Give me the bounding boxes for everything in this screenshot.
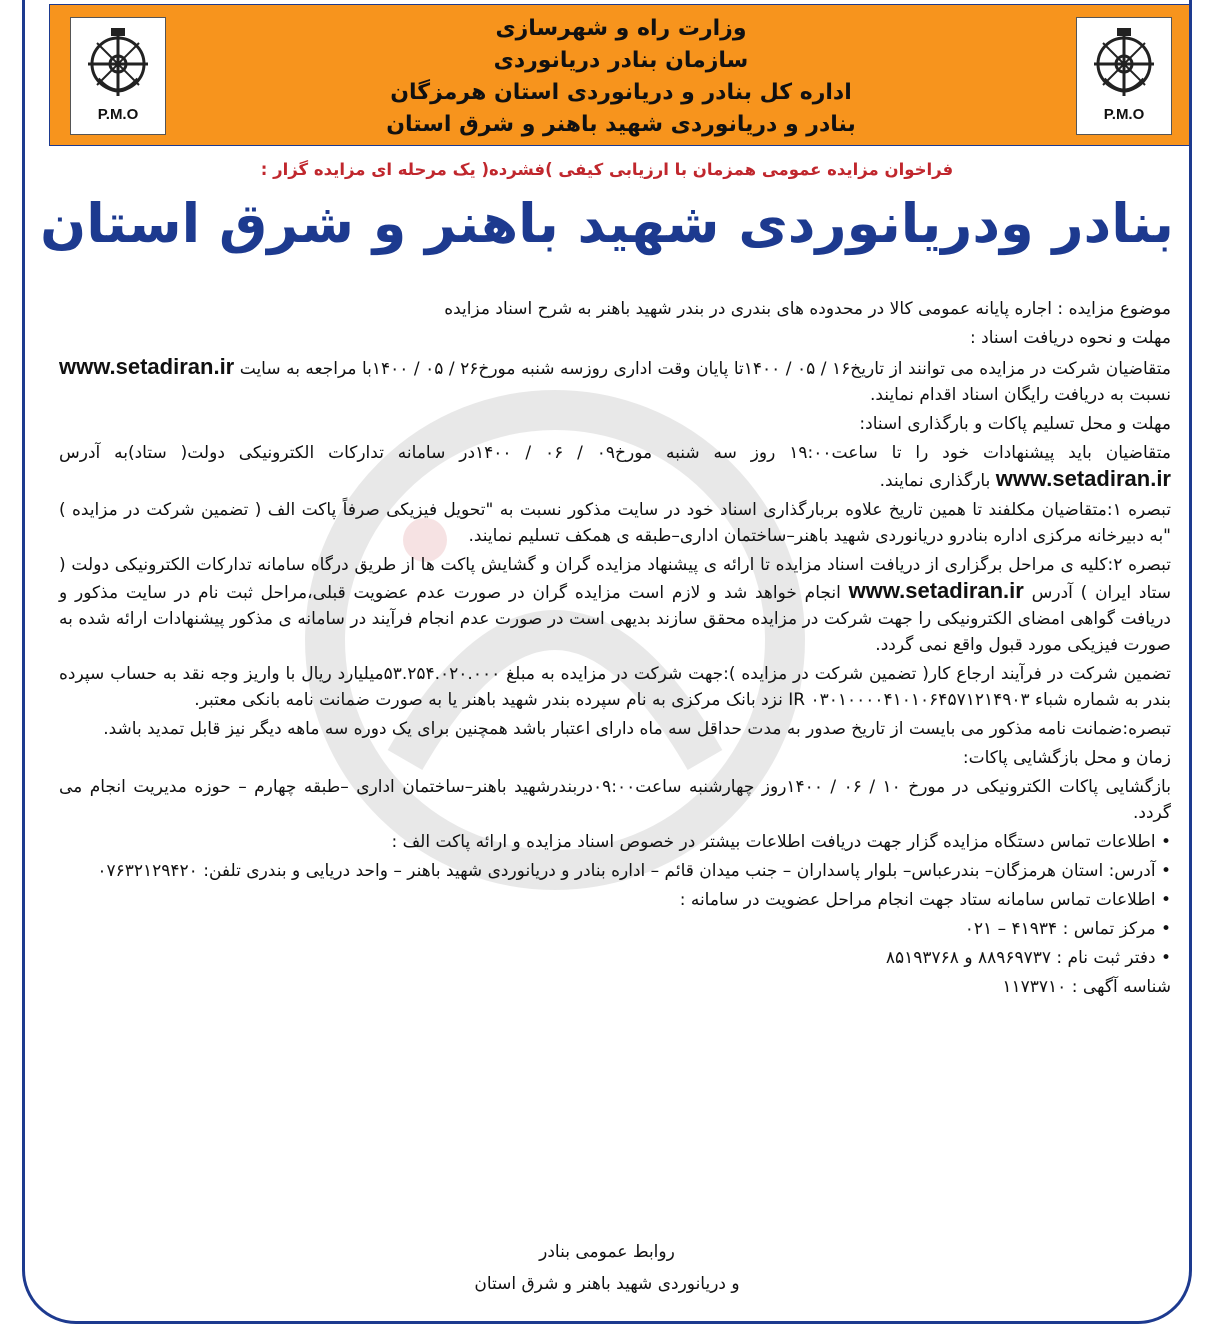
setadiran-link[interactable]: www.setadiran.ir xyxy=(995,466,1171,491)
ministry-line: وزارت راه و شهرسازی xyxy=(495,16,747,41)
notice-body xyxy=(59,296,1171,1003)
pmo-logo-right xyxy=(1076,17,1172,135)
doc-deadline-tail: نسبت به دریافت رایگان اسناد اقدام نمایند. xyxy=(869,385,1171,405)
submit-tail: بارگذاری نمایند. xyxy=(879,471,991,491)
opening-heading: زمان و محل بازگشایی پاکات: xyxy=(962,748,1171,768)
logo-text: P.M.O xyxy=(97,106,139,123)
announcement-line: فراخوان مزایده عمومی همزمان با ارزیابی کیفی )فشرده( یک مرحله ای مزایده گزار : xyxy=(260,160,954,179)
footer-line-2: و دریانوردی شهید باهنر و شرق استان xyxy=(474,1274,740,1294)
general-office-line: اداره کل بنادر و دریانوردی استان هرمزگان xyxy=(390,80,852,105)
call-center-line: • مرکز تماس : ۴۱۹۳۴ – ۰۲۱ xyxy=(964,919,1171,939)
opening-text: بازگشایی پاکات الکترونیکی در مورخ ۱۰ / ۰۶ / ۱۴۰۰روز چهارشنبه ساعت۰۹:۰۰دربندرشهید باهنر–ساختمان اداری –طبقه چهارم – حوزه مدیریت انجام می گردد. xyxy=(59,777,1171,823)
page-title: بنادر ودریانوردی شهید باهنر و شرق استان xyxy=(40,192,1174,255)
submit-body: متقاضیان باید پیشنهادات خود را تا ساعت۱۹:۰۰ روز سه شنبه مورخ۰۹ / ۰۶ / ۱۴۰۰در سامانه تدارکات الکترونیکی دولت( ستاد)به آدرس xyxy=(59,443,1171,463)
doc-deadline-text xyxy=(59,354,1171,408)
logo-text: P.M.O xyxy=(1103,106,1145,123)
anchor-wheel-icon xyxy=(1089,24,1159,104)
header-lines xyxy=(190,13,1052,141)
guarantee-text: تضمین شرکت در فرآیند ارجاع کار( تضمین شرکت در مزایده ):جهت شرکت در مزایده به مبلغ ۵۳.۲۵۴.۰۲۰.۰۰۰میلیارد ریال با واریز وجه نقد به حساب سپرده بندر به شماره شباء IR ۰۳۰۱۰۰۰۰۴۱۰۱۰۶۴۵۷۱۲۱۴۹۰۳ نزد بانک مرکزی به نام سپرده بندر شهید باهنر یا به صورت ضمانت نامه بانکی معتبر. xyxy=(59,664,1172,710)
note-2-start: تبصره ۲:کلیه ی مراحل برگزاری از دریافت اسناد مزایده تا ارائه ی پیشنهاد مزایده گران و گشایش پاکت ها از طریق درگاه سامانه تدارکات الکترونیکی دولت ( ستاد ایران ) آدرس xyxy=(59,555,1172,603)
note-1: تبصره ۱:متقاضیان مکلفند تا همین تاریخ علاوه بربارگذاری اسناد خود در سایت مذکور نسبت به "تحویل فیزیکی صرفاً پاکت الف ( تضمین شرکت در مزایده ) "به دبیرخانه مرکزی اداره بنادرو دریانوردی شهید باهنر–ساختمان اداری–طبقه ی همکف تسلیم نمایند. xyxy=(59,500,1171,546)
subject-line: موضوع مزایده : اجاره پایانه عمومی کالا در محدوده های بندری در بندر شهید باهنر به شرح اسناد مزایده xyxy=(444,299,1171,319)
contact-heading: • اطلاعات تماس دستگاه مزایده گزار جهت دریافت اطلاعات بیشتر در خصوص اسناد مزایده و ارائه پاکت الف : xyxy=(391,832,1171,852)
pmo-logo-left xyxy=(70,17,166,135)
footer-line-1: روابط عمومی بنادر xyxy=(539,1242,675,1262)
header-banner xyxy=(49,4,1192,146)
notice-frame xyxy=(22,0,1192,1324)
signature-block xyxy=(225,1236,989,1300)
note-2-end: انجام خواهد شد و لازم است مزایده گران در صورت عدم عضویت قبلی،مراحل ثبت نام در سایت مذکور و دریافت گواهی امضای الکترونیکی را جهت شرکت در مزایده محقق سازند بدیهی است در صورت عدم انجام فرآیند در سامانه ی مذکور پیشنهادات ارائه شده به صورت فیزیکی مورد قبول واقع نمی گردد. xyxy=(59,583,1171,655)
setadiran-link[interactable]: www.setadiran.ir xyxy=(848,578,1024,603)
organization-line: سازمان بنادر دریانوردی xyxy=(493,48,749,73)
submit-heading: مهلت و محل تسلیم پاکات و بارگذاری اسناد: xyxy=(859,414,1171,434)
address-line: • آدرس: استان هرمزگان– بندرعباس– بلوار پاسداران – جنب میدان قائم – اداره بنادر و دریانوردی شهید باهنر – واحد دریایی و بندری تلفن: ۰۷۶۳۲۱۲۹۴۲۰ xyxy=(97,861,1171,881)
submit-text xyxy=(59,440,1171,494)
note-3: تبصره:ضمانت نامه مذکور می بایست از تاریخ صدور به مدت حداقل سه ماه دارای اعتبار باشد همچنین برای یک دوره سه ماهه دیگر نیز قابل تمدید باشد. xyxy=(103,719,1171,739)
ad-id-line: شناسه آگهی : ۱۱۷۳۷۱۰ xyxy=(1002,977,1171,997)
note-2 xyxy=(59,552,1171,658)
setadiran-link[interactable]: www.setadiran.ir xyxy=(59,354,235,379)
setad-heading: • اطلاعات تماس سامانه ستاد جهت انجام مراحل عضویت در سامانه : xyxy=(679,890,1171,910)
doc-deadline-heading: مهلت و نحوه دریافت اسناد : xyxy=(970,328,1171,348)
port-line: بنادر و دریانوردی شهید باهنر و شرق استان xyxy=(386,112,856,137)
registration-line: • دفتر ثبت نام : ۸۸۹۶۹۷۳۷ و ۸۵۱۹۳۷۶۸ xyxy=(885,948,1171,968)
doc-deadline-body: متقاضیان شرکت در مزایده می توانند از تاریخ۱۶ / ۰۵ / ۱۴۰۰تا پایان وقت اداری روزسه شنبه مورخ۲۶ / ۰۵ / ۱۴۰۰با مراجعه به سایت xyxy=(239,359,1171,379)
anchor-wheel-icon xyxy=(83,24,153,104)
